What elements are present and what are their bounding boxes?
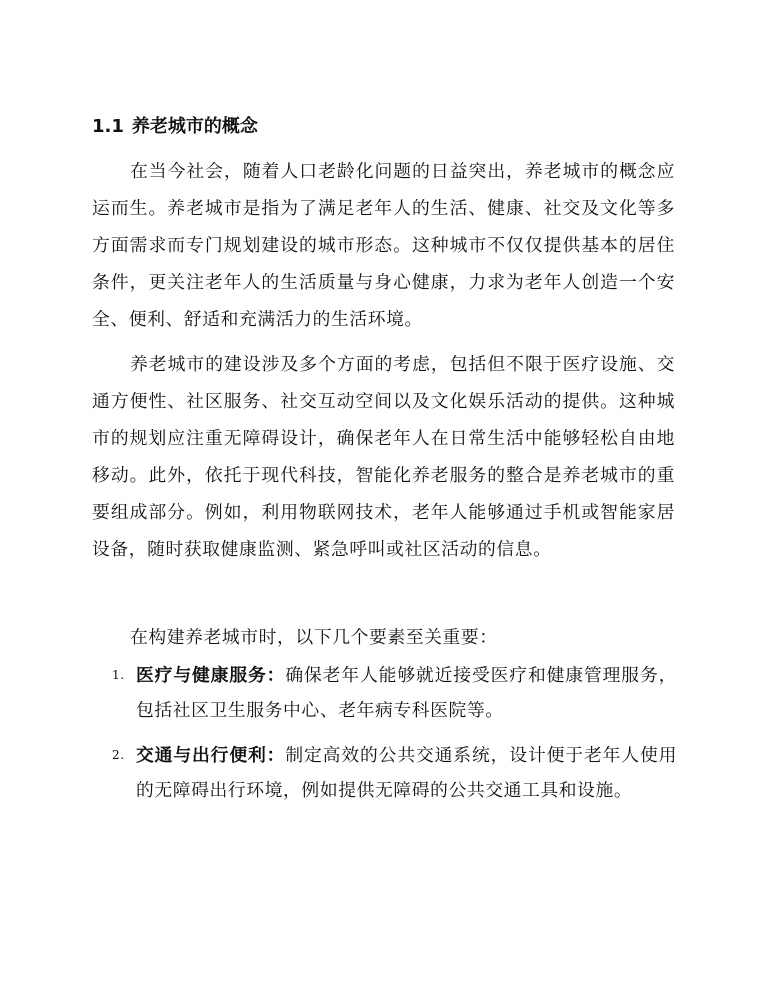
list-item	[92, 738, 677, 808]
list-item-text: 制定高效的公共交通系统，设计便于老年人使用的无障碍出行环境，例如提供无障碍的公共交通工具和设施。	[136, 745, 677, 801]
elements-list-part-2	[92, 738, 677, 808]
list-item-text: 确保老年人能够就近接受医疗和健康管理服务，包括社区卫生服务中心、老年病专科医院等。	[136, 665, 677, 721]
list-marker: 1.	[112, 668, 125, 682]
section-number: 1.1	[92, 116, 124, 137]
elements-list-part-1	[92, 658, 677, 728]
paragraph-construction: 养老城市的建设涉及多个方面的考虑，包括但不限于医疗设施、交通方便性、社区服务、社交互动空间以及文化娱乐活动的提供。这种城市的规划应注重无障碍设计，确保老年人在日常生活中能够轻松自由地移动。此外，依托于现代科技，智能化养老服务的整合是养老城市的重要组成部分。例如，利用物联网技术，老年人能够通过手机或智能家居设备，随时获取健康监测、紧急呼叫或社区活动的信息。	[92, 354, 675, 560]
list-item-label: 医疗与健康服务：	[136, 665, 286, 686]
paragraph-concept: 在当今社会，随着人口老龄化问题的日益突出，养老城市的概念应运而生。养老城市是指为了满足老年人的生活、健康、社交及文化等多方面需求而专门规划建设的城市形态。这种城市不仅仅提供基本的居住条件，更关注老年人的生活质量与身心健康，力求为老年人创造一个安全、便利、舒适和充满活力的生活环境。	[92, 161, 675, 330]
list-item-label: 交通与出行便利：	[136, 745, 286, 766]
section-heading	[92, 113, 258, 141]
paragraph-elements-intro: 在构建养老城市时，以下几个要素至关重要：	[130, 627, 498, 648]
section-title: 养老城市的概念	[131, 116, 258, 137]
list-marker: 2.	[112, 748, 125, 762]
list-item	[92, 658, 677, 728]
